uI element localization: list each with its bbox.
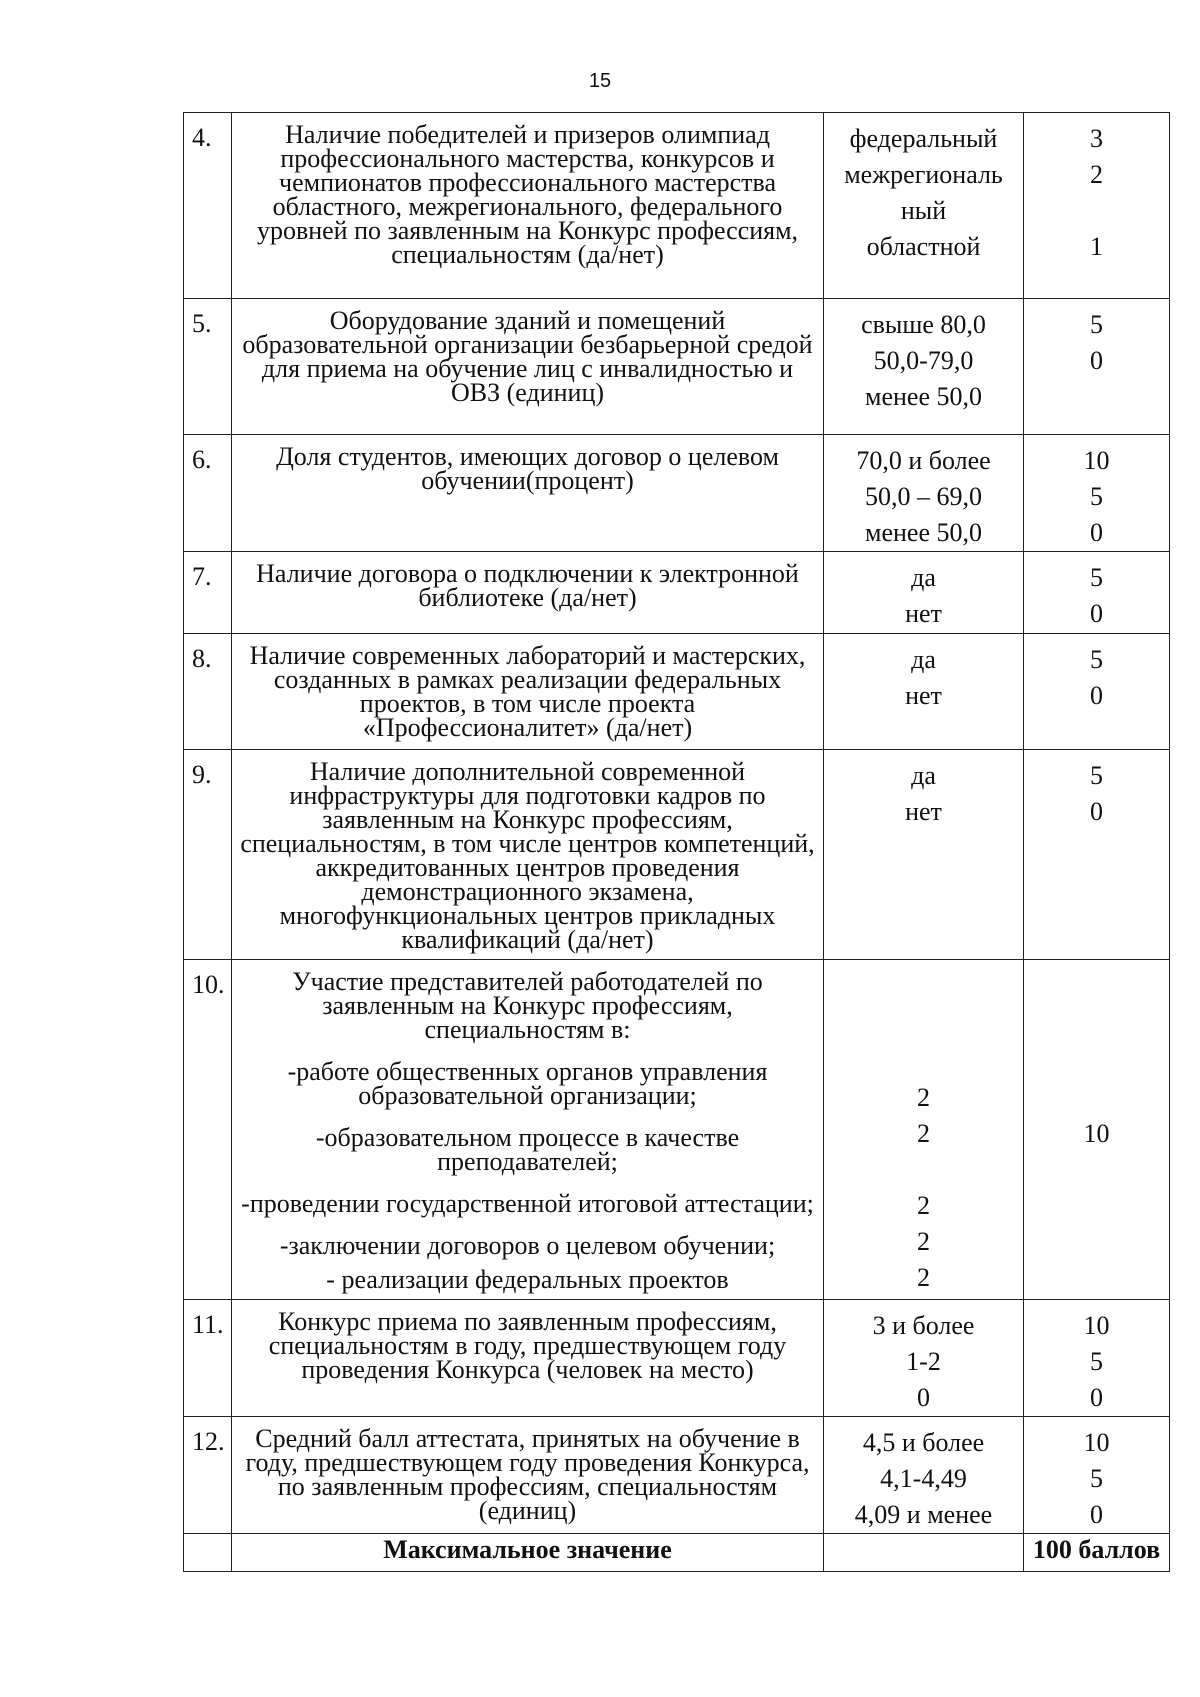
row-points <box>1024 299 1170 435</box>
row-points <box>1024 552 1170 634</box>
row-description <box>232 960 824 1300</box>
level-value: да <box>911 761 936 790</box>
table-row <box>184 634 1170 750</box>
level-value: 2 <box>917 1119 930 1148</box>
table-row <box>184 1300 1170 1417</box>
level-value: менее 50,0 <box>865 518 982 547</box>
points-value: 3 <box>1090 124 1103 153</box>
level-value: свыше 80,0 <box>861 310 986 339</box>
row-number: 10. <box>184 960 232 1300</box>
row-points <box>1024 960 1170 1300</box>
points-value: 2 <box>1090 160 1103 189</box>
level-value: 1-2 <box>906 1347 941 1376</box>
points-value: 10 <box>1083 1119 1110 1148</box>
points-value: 10 <box>1083 446 1110 475</box>
table-row <box>184 435 1170 552</box>
level-value: да <box>911 645 936 674</box>
points-value: 10 <box>1083 1311 1110 1340</box>
description-part: -образовательном процессе в качестве преподавателей; <box>315 1123 740 1176</box>
row-levels <box>824 750 1024 960</box>
points-value: 0 <box>1090 518 1103 547</box>
row-description: Наличие победителей и призеров олимпиад профессионального мастерства, конкурсов и чемпионатов профессионального мастерства областного, межрегионального, федерального уровней по заявленным на Конкурс профессиям, специальностям (да/нет) <box>232 113 824 299</box>
total-empty-cell <box>184 1534 232 1572</box>
row-levels <box>824 1300 1024 1417</box>
row-points <box>1024 113 1170 299</box>
points-value: 5 <box>1090 310 1103 339</box>
points-value: 5 <box>1090 1347 1103 1376</box>
row-number: 4. <box>184 113 232 299</box>
table-row <box>184 960 1170 1300</box>
row-number: 7. <box>184 552 232 634</box>
row-levels <box>824 1417 1024 1534</box>
level-value: да <box>911 563 936 592</box>
level-value: 50,0-79,0 <box>873 346 974 375</box>
description-part: -проведении государственной итоговой аттестации; <box>241 1189 814 1218</box>
level-value: 2 <box>917 1227 930 1256</box>
level-value: нет <box>905 797 942 826</box>
points-value: 0 <box>1090 797 1103 826</box>
total-row <box>184 1534 1170 1572</box>
level-value: 2 <box>917 1191 930 1220</box>
level-value: 2 <box>917 1263 930 1292</box>
description-part: -заключении договоров о целевом обучении; <box>279 1231 776 1260</box>
level-value: 3 и более <box>872 1311 975 1340</box>
row-description: Оборудование зданий и помещений образовательной организации безбарьерной средой для приема на обучение лиц с инвалидностью и ОВЗ (единиц) <box>232 299 824 435</box>
row-number: 9. <box>184 750 232 960</box>
level-value: 70,0 и более <box>856 446 991 475</box>
row-points <box>1024 1417 1170 1534</box>
row-number: 6. <box>184 435 232 552</box>
total-label: Максимальное значение <box>232 1534 824 1572</box>
row-levels <box>824 552 1024 634</box>
row-description: Средний балл аттестата, принятых на обучение в году, предшествующем году проведения Конкурса, по заявленным профессиям, специальностям (единиц) <box>232 1417 824 1534</box>
points-value <box>1024 193 1169 229</box>
row-number: 12. <box>184 1417 232 1534</box>
row-number: 5. <box>184 299 232 435</box>
points-value: 5 <box>1090 563 1103 592</box>
row-levels <box>824 634 1024 750</box>
total-points: 100 баллов <box>1024 1534 1170 1572</box>
points-value: 10 <box>1083 1428 1110 1457</box>
points-value: 5 <box>1090 761 1103 790</box>
table-row <box>184 299 1170 435</box>
row-number: 11. <box>184 1300 232 1417</box>
level-value: нет <box>905 599 942 628</box>
level-value: нет <box>905 681 942 710</box>
points-value: 5 <box>1090 482 1103 511</box>
level-value: 4,1-4,49 <box>880 1464 967 1493</box>
row-description: Наличие современных лабораторий и мастерских, созданных в рамках реализации федеральных проектов, в том числе проекта «Профессионалитет» (да/нет) <box>232 634 824 750</box>
row-levels <box>824 299 1024 435</box>
points-value: 0 <box>1090 1500 1103 1529</box>
description-part: - реализации федеральных проектов <box>326 1265 729 1294</box>
points-value: 5 <box>1090 645 1103 674</box>
table-row <box>184 552 1170 634</box>
row-points <box>1024 750 1170 960</box>
level-value: 2 <box>917 1083 930 1112</box>
row-levels <box>824 113 1024 299</box>
level-value: ный <box>900 196 947 225</box>
points-value: 0 <box>1090 599 1103 628</box>
points-value: 0 <box>1090 346 1103 375</box>
row-points <box>1024 435 1170 552</box>
row-points <box>1024 1300 1170 1417</box>
table-row <box>184 750 1170 960</box>
level-value: федеральный <box>849 124 998 153</box>
table-row <box>184 1417 1170 1534</box>
level-value: межрегиональ <box>844 160 1003 189</box>
row-description: Наличие договора о подключении к электронной библиотеке (да/нет) <box>232 552 824 634</box>
points-value: 1 <box>1090 232 1103 261</box>
row-description: Доля студентов, имеющих договор о целевом обучении(процент) <box>232 435 824 552</box>
row-levels <box>824 435 1024 552</box>
level-value: 4,09 и менее <box>854 1500 993 1529</box>
row-number: 8. <box>184 634 232 750</box>
criteria-table <box>183 112 1170 1572</box>
total-empty-cell <box>824 1534 1024 1572</box>
level-value: 0 <box>917 1383 930 1412</box>
row-description: Конкурс приема по заявленным профессиям, специальностям в году, предшествующем году проведения Конкурса (человек на место) <box>232 1300 824 1417</box>
level-value: менее 50,0 <box>865 382 982 411</box>
level-value: 4,5 и более <box>862 1428 985 1457</box>
page-number: 15 <box>588 70 612 92</box>
row-description: Наличие дополнительной современной инфраструктуры для подготовки кадров по заявленным на Конкурс профессиям, специальностям, в том числе центров компетенций, аккредитованных центров проведения демонстрационного экзамена, многофункциональных центров прикладных квалификаций (да/нет) <box>232 750 824 960</box>
description-part: Участие представителей работодателей по заявленным на Конкурс профессиям, специальностям в: <box>292 967 763 1044</box>
row-points <box>1024 634 1170 750</box>
points-value: 5 <box>1090 1464 1103 1493</box>
description-part: -работе общественных органов управления образовательной организации; <box>287 1057 768 1110</box>
level-value: областной <box>866 232 981 261</box>
level-value: 50,0 – 69,0 <box>865 482 982 511</box>
points-value: 0 <box>1090 1383 1103 1412</box>
row-levels <box>824 960 1024 1300</box>
table-row <box>184 113 1170 299</box>
points-value: 0 <box>1090 681 1103 710</box>
